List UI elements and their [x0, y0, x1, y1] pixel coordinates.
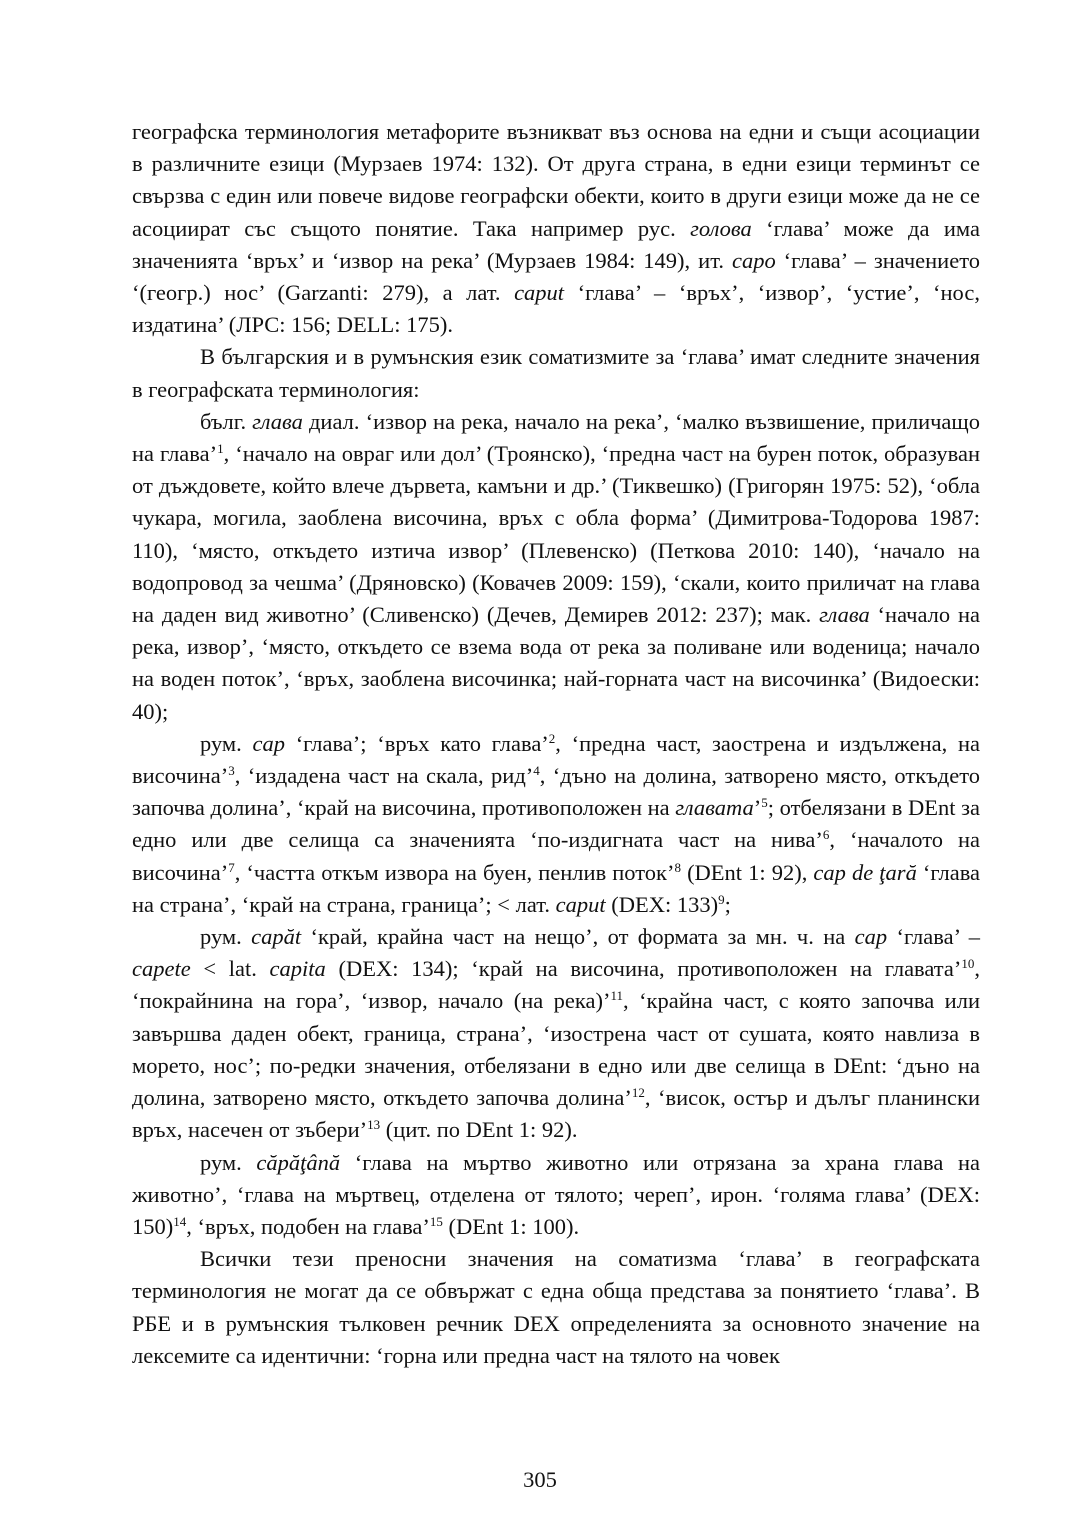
term: capita — [269, 956, 326, 982]
footnote-ref: 12 — [631, 1085, 645, 1101]
text-run: (DEX: 133) — [605, 891, 719, 917]
term: глава — [819, 602, 870, 628]
text-run: , ‘издадена част на скала, рид’ — [234, 763, 534, 789]
text-run: ’ — [753, 795, 762, 821]
footnote-ref: 5 — [761, 795, 768, 811]
paragraph — [132, 1147, 980, 1244]
text-run: , ‘дъно на долина, затворено място, откъдето започва долина’, ‘край на височина, противоположен на — [132, 763, 980, 821]
text-run: рум. — [200, 1149, 257, 1175]
text-run: , ‘висок, остър и дълъг планински връх, насечен от зъбери’ — [132, 1085, 980, 1143]
term: capo — [731, 247, 776, 273]
term: cap — [854, 924, 888, 950]
text-run: ‘край, крайна част на нещо’, от формата за мн. ч. на — [301, 924, 855, 950]
footnote-ref: 3 — [228, 763, 235, 779]
term: caput — [514, 280, 565, 306]
text-run: ‘глава’ – значението ‘(геогр.) нос’ (Garzanti: 279), а лат. — [132, 247, 980, 306]
term: глава — [252, 408, 303, 434]
text-run: , ‘предна част, заострена и издължена, на височина’ — [132, 730, 980, 789]
paragraph — [132, 921, 980, 1146]
footnote-ref: 9 — [718, 891, 725, 907]
text-run: , ‘началото на височина’ — [132, 827, 980, 885]
paragraph — [132, 728, 980, 921]
page-body — [132, 116, 980, 1372]
footnote-ref: 13 — [367, 1117, 381, 1133]
footnote-ref: 1 — [217, 441, 224, 457]
text-run: Всички тези преносни значения на соматизма ‘глава’ в географската терминология не могат да се обвържат с една обща представа за понятието ‘глава’. В РБЕ и в румънския тълковен речник DEX определенията за основното значение на лексемите са идентични: ‘горна или предна част на тялото на човек — [132, 1246, 980, 1368]
footnote-ref: 10 — [961, 956, 975, 972]
footnote-ref: 14 — [173, 1213, 187, 1229]
text-run: бълг. — [200, 408, 253, 434]
text-run: ; отбелязани в DEnt за едно или две селища са значенията ‘по-издигната част на нива’ — [132, 795, 980, 853]
text-run: ‘глава’ – — [887, 924, 980, 950]
text-run: ‘глава на мъртво животно или отрязана за храна глава на животно’, ‘глава на мъртвец, отделена от тялото; череп’, ирон. ‘голяма глава’ (DEX: 150) — [132, 1149, 980, 1239]
term: capete — [132, 956, 191, 982]
text-run: (цит. по DEnt 1: 92). — [380, 1117, 578, 1143]
term: cap de ţară — [813, 859, 917, 885]
text-run: рум. — [200, 924, 252, 950]
text-run: (DEX: 134); ‘край на височина, противоположен на главата’ — [325, 956, 962, 982]
text-run: ‘глава’ може да има значенията ‘връх’ и ‘извор на река’ (Мурзаев 1984: 149), ит. — [132, 215, 980, 273]
footnote-ref: 11 — [610, 988, 623, 1004]
text-run: (DEnt 1: 100). — [442, 1213, 580, 1239]
page-number: 305 — [523, 1467, 557, 1492]
text-run: , ‘начало на овраг или дол’ (Троянско), ‘предна част на бурен поток, образуван от дъждовете, който влече дървета, камъни и др.’ (Тиквешко) (Григорян 1975: 52), ‘обла чукара, могила, заоблена височина, връх с обла форма’ (Димитрова-Тодорова 1987: 110), ‘място, откъдето изтича извор’ (Плевенско) (Петкова 2010: 140), ‘начало на водопровод за чешма’ (Дряновско) (Ковачев 2009: 159), ‘скали, които приличат на глава на даден вид животно’ (Сливенско) (Дечев, Демирев 2012: 237); мак. — [132, 441, 981, 628]
text-run: < lat. — [190, 956, 270, 982]
text-run: географска терминология метафорите възникват въз основа на едни и същи асоциации в различните езици (Мурзаев 1974: 132). От друга страна, в едни езици терминът се свързва с един или повече видове географски обекти, които в други езици може да не се асоциират със същото понятие. Така например рус. — [132, 119, 980, 241]
footnote-ref: 4 — [533, 763, 540, 779]
footnote-ref: 6 — [822, 827, 830, 843]
text-run: , ‘покрайнина на гора’, ‘извор, начало (на река)’ — [132, 956, 980, 1014]
footnote-ref: 15 — [429, 1213, 443, 1229]
text-run: ‘глава’ – ‘връх’, ‘извор’, ‘устие’, ‘нос, издатина’ (ЛРС: 156; DELL: 175). — [132, 280, 980, 338]
footnote-ref: 7 — [228, 859, 235, 875]
footnote-ref: 8 — [674, 859, 681, 875]
paragraph — [132, 116, 980, 341]
term: caput — [555, 891, 606, 917]
text-run: ‘начало на река, извор’, ‘място, откъдето се взема вода от река за поливане или воденица; начало на воден поток’, ‘връх, заоблена височинка; най-горната част на височинка’ (Видоески: 40); — [132, 602, 980, 724]
text-run: , ‘крайна част, с която започва или завършва даден обект, граница, страна’, ‘изострена част от сушата, която навлиза в морето, нос’; по-редки значения, отбелязани в едно или две селища в DEnt: ‘дъно на долина, затворено място, откъдето започва долина’ — [132, 988, 980, 1111]
term: capăt — [251, 924, 302, 950]
text-run: рум. — [200, 730, 253, 756]
term: голова — [690, 215, 752, 241]
text-run: , ‘частта откъм извора на буен, пенлив поток’ — [234, 859, 675, 885]
text-run: диал. ‘извор на река, начало на река’, ‘малко възвишение, приличащо на глава’ — [132, 408, 980, 467]
term: cap — [252, 730, 285, 756]
term: главата — [675, 795, 754, 821]
text-run: ‘глава на страна’, ‘край на страна, граница’; < лат. — [132, 859, 981, 917]
text-run: , ‘връх, подобен на глава’ — [186, 1213, 430, 1239]
text-run: В българския и в румънския език соматизмите за ‘глава’ имат следните значения в географската терминология: — [132, 344, 980, 402]
paragraph — [132, 341, 980, 405]
text-run: ‘глава’; ‘връх като глава’ — [284, 730, 549, 756]
text-run: ; — [724, 891, 731, 917]
footnote-ref: 2 — [548, 730, 556, 746]
paragraph — [132, 1243, 980, 1372]
text-run: (DEnt 1: 92), — [680, 859, 814, 885]
paragraph — [132, 406, 980, 728]
term: căpăţână — [256, 1149, 341, 1175]
